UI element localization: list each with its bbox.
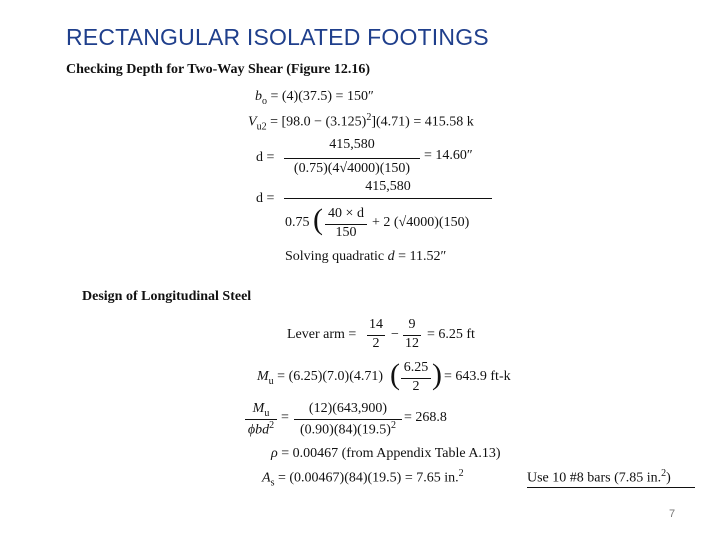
ratio-equals: = xyxy=(281,410,289,425)
slide-title: RECTANGULAR ISOLATED FOOTINGS xyxy=(66,24,489,50)
d2-open-paren: ( xyxy=(313,203,323,236)
shear-heading: Checking Depth for Two-Way Shear (Figure 12.16) xyxy=(66,62,370,77)
mu-rhs: = (6.25)(7.0)(4.71) xyxy=(273,369,384,384)
vu2-tail: ](4.71) = 415.58 k xyxy=(371,114,474,130)
ratio-right-numerator: (12)(643,900) xyxy=(308,401,388,416)
mu-equation xyxy=(257,369,383,387)
use-bars-underline xyxy=(527,487,695,488)
as-rhs: = (0.00467)(84)(19.5) = 7.65 in. xyxy=(274,470,459,486)
lever-d2: 12 xyxy=(405,336,419,351)
solving-line xyxy=(285,249,446,265)
ratio-rden-text: (0.90)(84)(19.5) xyxy=(300,422,391,438)
vu2-sub: u2 xyxy=(256,121,267,133)
vu2-exp: 2 xyxy=(366,112,372,123)
d2-den-post: + 2 (√4000)(150) xyxy=(372,215,470,230)
bo-equation xyxy=(255,89,374,107)
d1-denominator: (0.75)(4√4000)(150) xyxy=(293,161,411,176)
lever-d1: 2 xyxy=(372,336,380,351)
lever-result: = 6.25 ft xyxy=(427,327,475,342)
page-number: 7 xyxy=(669,508,676,520)
mu-result: = 643.9 ft-k xyxy=(444,369,511,384)
rho-var: ρ xyxy=(271,446,278,461)
ratio-numerator xyxy=(246,401,276,419)
vu2-equation xyxy=(248,112,474,132)
ratio-denominator xyxy=(243,420,279,439)
d2-inner-denominator: 150 xyxy=(335,225,357,240)
bo-var: b xyxy=(255,89,262,104)
lever-minus: − xyxy=(391,327,399,342)
d1-lhs: d = xyxy=(256,150,275,165)
longitudinal-heading: Design of Longitudinal Steel xyxy=(82,289,252,304)
ratio-right-denominator xyxy=(294,420,402,439)
solving-var: d xyxy=(387,249,395,264)
ratio-num-var: M xyxy=(252,401,265,416)
ratio-den-exp: 2 xyxy=(269,420,275,431)
bo-sub: o xyxy=(262,95,267,107)
d2-inner-numerator: 40 × d xyxy=(328,206,364,221)
use-bars-note xyxy=(527,468,671,487)
d2-fraction-bar xyxy=(284,198,492,199)
d2-den-pre: 0.75 xyxy=(285,215,310,230)
mu-var: M xyxy=(257,369,269,384)
mu-sub: u xyxy=(268,375,274,387)
ratio-num-sub: u xyxy=(264,407,270,419)
d1-numerator: 415,580 xyxy=(329,137,375,152)
lever-n1: 14 xyxy=(369,317,383,332)
lever-n2: 9 xyxy=(408,317,416,332)
ratio-result: = 268.8 xyxy=(404,410,447,425)
d2-lhs: d = xyxy=(256,191,275,206)
vu2-var: V xyxy=(248,114,257,130)
solving-label: Solving quadratic xyxy=(285,249,385,264)
d1-fraction-bar xyxy=(284,158,420,159)
use-bars-exp: 2 xyxy=(661,468,667,479)
mu-open-paren: ( xyxy=(390,358,400,391)
d1-result: = 14.60″ xyxy=(424,148,473,163)
as-exp: 2 xyxy=(458,468,464,479)
as-equation xyxy=(262,468,464,488)
rho-rhs: = 0.00467 (from Appendix Table A.13) xyxy=(277,446,501,461)
solving-result: = 11.52″ xyxy=(394,249,447,264)
vu2-rhs: = [98.0 − (3.125) xyxy=(266,114,367,130)
use-bars-close: ) xyxy=(666,470,671,486)
mu-frac-num: 6.25 xyxy=(403,360,429,375)
mu-close-paren: ) xyxy=(432,358,442,391)
as-sub: s xyxy=(270,477,275,489)
use-bars-text: Use 10 #8 bars (7.85 in. xyxy=(527,470,662,486)
ratio-rden-exp: 2 xyxy=(390,420,396,431)
bo-rhs: = (4)(37.5) = 150″ xyxy=(267,89,374,104)
d2-numerator: 415,580 xyxy=(365,179,411,194)
mu-frac-den: 2 xyxy=(412,379,420,394)
rho-equation xyxy=(271,446,501,462)
lever-lhs: Lever arm = xyxy=(287,327,357,342)
ratio-den-var: ϕbd xyxy=(247,422,270,438)
as-var: A xyxy=(262,470,271,486)
